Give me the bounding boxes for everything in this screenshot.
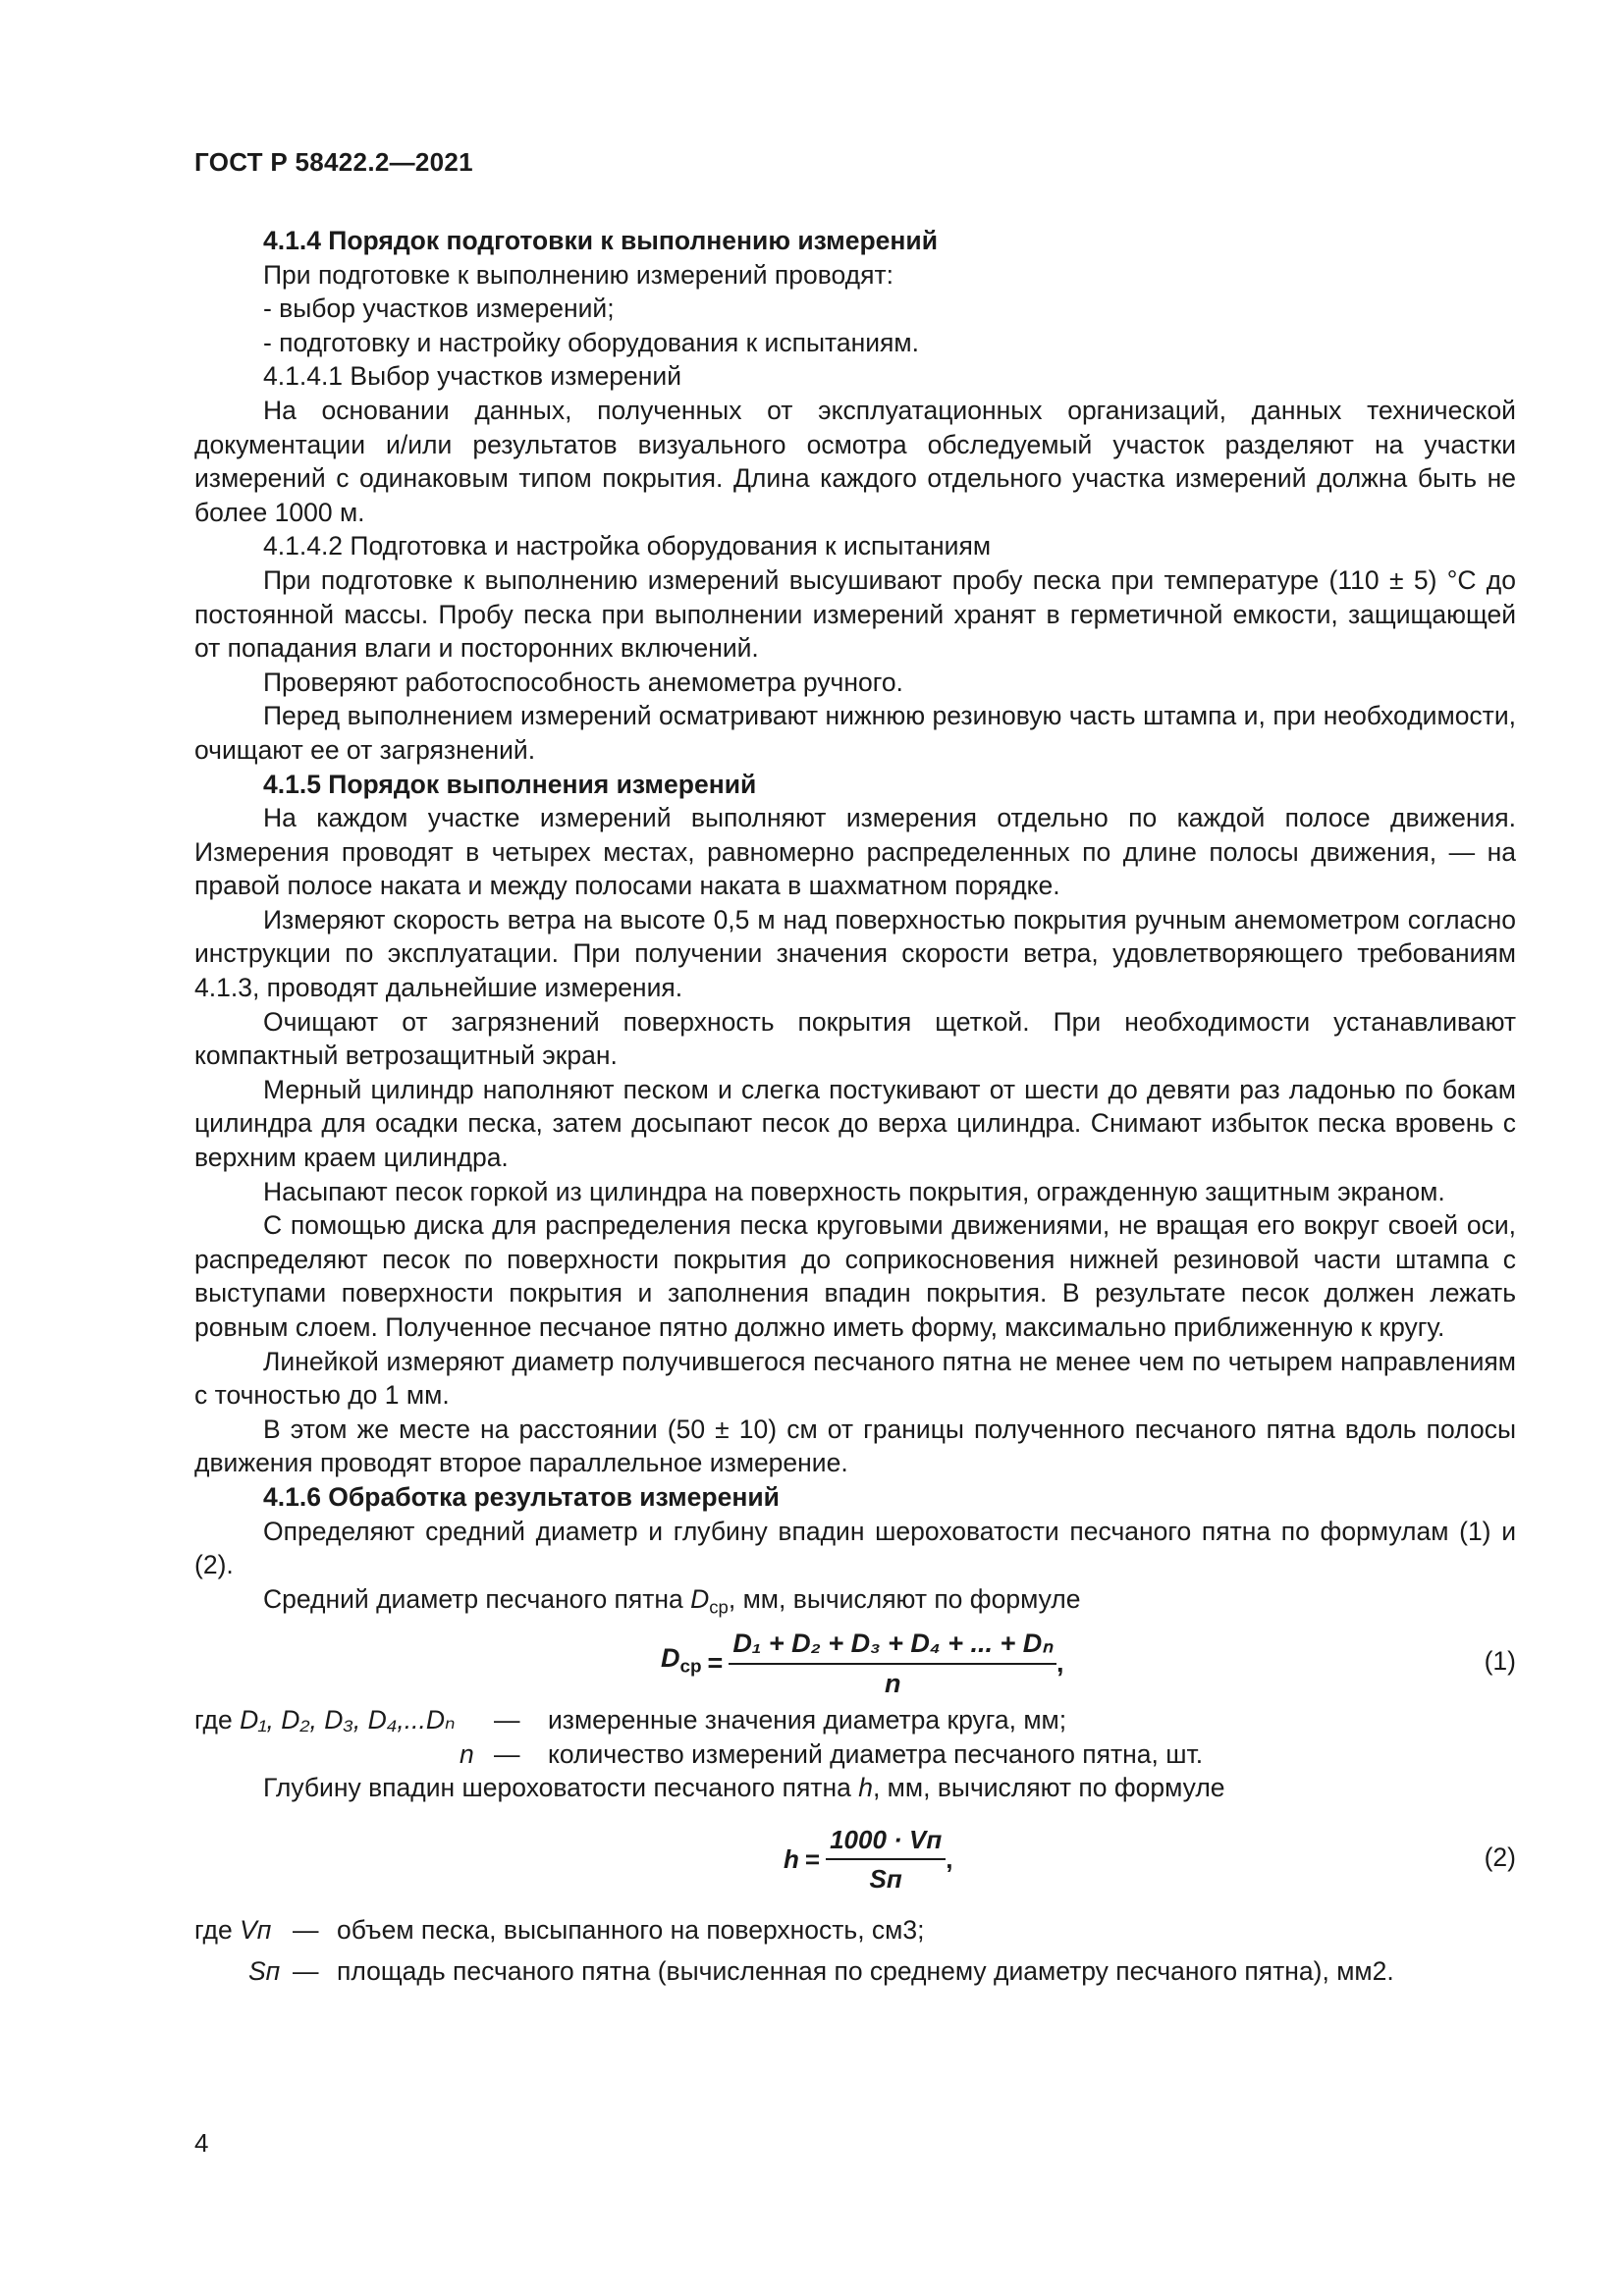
formula-1-denominator: n <box>884 1668 901 1698</box>
paragraph: Мерный цилиндр наполняют песком и слегка постукивают от шести до девяти раз ладонью по бокам цилиндра для осадки песка, затем досыпают песок до верха цилиндра. Снимают избыток песка вровень с верхним краем цилиндра. <box>194 1074 1516 1173</box>
where-row: где Vп — объем песка, высыпанного на поверхность, см3; <box>194 1913 1516 1948</box>
where-symbol: Vп <box>240 1914 272 1945</box>
where-row: где D₁, D₂, D₃, D₄,...Dₙ — измеренные значения диаметра круга, мм; <box>194 1703 1516 1737</box>
formula-2-numerator: 1000 · Vп <box>826 1823 946 1861</box>
subsection-heading-4-1-4-2: 4.1.4.2 Подготовка и настройка оборудования к испытаниям <box>263 531 992 561</box>
where-description: объем песка, высыпанного на поверхность, см3; <box>337 1914 925 1945</box>
formula-1-numerator: D₁ + D₂ + D₃ + D₄ + ... + Dₙ <box>729 1627 1056 1665</box>
paragraph: Перед выполнением измерений осматривают нижнюю резиновую часть штампа и, при необходимости, очищают ее от загрязнений. <box>194 701 1516 765</box>
where-symbol: n <box>460 1738 474 1769</box>
where-description: количество измерений диаметра песчаного пятна, шт. <box>548 1738 1204 1769</box>
where-row: Sп — площадь песчаного пятна (вычисленная по среднему диаметру песчаного пятна), мм2. <box>194 1954 1516 1989</box>
where-description: площадь песчаного пятна (вычисленная по среднему диаметру песчаного пятна), мм2. <box>337 1956 1394 1987</box>
paragraph: Измеряют скорость ветра на высоте 0,5 м над поверхностью покрытия ручным анемометром согласно инструкции по эксплуатации. При получении значения скорости ветра, удовлетворяющего требованиям 4.1.3, проводят дальнейшие измерения. <box>194 904 1516 1003</box>
formula-2-denominator: Sп <box>869 1864 902 1895</box>
page-number: 4 <box>194 2128 209 2158</box>
document-header: ГОСТ Р 58422.2—2021 <box>194 147 473 177</box>
paragraph: В этом же месте на расстоянии (50 ± 10) см от границы полученного песчаного пятна вдоль полосы движения проводят второе параллельное измерение. <box>194 1414 1516 1478</box>
formula-1: $D_{ср}$ = $\frac{\text{D₁ + D₂ + D₃ + D₄ + ... + Dₙ}}{n}$ , (1) <box>194 1625 1516 1703</box>
subsection-heading-4-1-4-1: 4.1.4.1 Выбор участков измерений <box>263 361 682 392</box>
document-body <box>194 224 1516 1989</box>
formula-1-lead: Средний диаметр песчаного пятна $D_{ср}$, мм, вычисляют по формуле <box>263 1583 1081 1618</box>
paragraph: При подготовке к выполнению измерений высушивают пробу песка при температуре (110 ± 5) °C до постоянной массы. Пробу песка при выполнении измерений хранят в герметичной емкости, защищающей от попадания влаги и посторонних включений. <box>194 564 1516 664</box>
paragraph: Определяют средний диаметр и глубину впадин шероховатости песчаного пятна по формулам (1) и (2). <box>194 1516 1516 1580</box>
paragraph: На каждом участке измерений выполняют измерения отдельно по каждой полосе движения. Измерения проводят в четырех местах, равномерно распределенных по длине полосы движения, — на правой полосе наката и между полосами наката в шахматном порядке. <box>194 803 1516 901</box>
where-symbol: Sп <box>248 1956 281 1987</box>
formula-2: h = $\frac{1000 \cdot Vп}{Sп}$ , (2) <box>194 1805 1516 1913</box>
list-item: - выбор участков измерений; <box>263 294 615 324</box>
list-item: - подготовку и настройку оборудования к испытаниям. <box>263 327 919 357</box>
paragraph: Линейкой измеряют диаметр получившегося песчаного пятна не менее чем по четырем направлениям с точностью до 1 мм. <box>194 1346 1516 1411</box>
paragraph: Насыпают песок горкой из цилиндра на поверхность покрытия, огражденную защитным экраном. <box>263 1176 1445 1206</box>
where-description: измеренные значения диаметра круга, мм; <box>548 1704 1067 1735</box>
section-heading-4-1-4: 4.1.4 Порядок подготовки к выполнению измерений <box>263 226 938 255</box>
formula-1-lhs: $D_{ср}$ <box>661 1643 702 1679</box>
section-heading-4-1-6: 4.1.6 Обработка результатов измерений <box>263 1481 780 1512</box>
formula-2-number: (2) <box>1484 1842 1516 1872</box>
formula-1-number: (1) <box>1484 1645 1516 1676</box>
formula-2-lead: Глубину впадин шероховатости песчаного пятна h, мм, вычисляют по формуле <box>263 1773 1225 1803</box>
paragraph: Проверяют работоспособность анемометра ручного. <box>263 667 903 697</box>
paragraph: Очищают от загрязнений поверхность покрытия щеткой. При необходимости устанавливают компактный ветрозащитный экран. <box>194 1006 1516 1071</box>
paragraph: На основании данных, полученных от эксплуатационных организаций, данных технической документации и/или результатов визуального осмотра обследуемый участок разделяют на участки измерений с одинаковым типом покрытия. Длина каждого отдельного участка измерений должна быть не более 1000 м. <box>194 395 1516 527</box>
paragraph: С помощью диска для распределения песка круговыми движениями, не вращая его вокруг своей оси, распределяют песок по поверхности покрытия до соприкосновения нижней резиновой части штампа с выступами поверхности покрытия и заполнения впадин покрытия. В результате песок должен лежать ровным слоем. Полученное песчаное пятно должно иметь форму, максимально приближенную к кругу. <box>194 1210 1516 1342</box>
paragraph: При подготовке к выполнению измерений проводят: <box>263 259 893 290</box>
where-symbol: D₁, D₂, D₃, D₄,...Dₙ <box>240 1704 456 1735</box>
where-row: n — количество измерений диаметра песчаного пятна, шт. <box>194 1737 1516 1772</box>
section-heading-4-1-5: 4.1.5 Порядок выполнения измерений <box>263 769 757 799</box>
formula-2-lhs: h <box>784 1843 799 1874</box>
